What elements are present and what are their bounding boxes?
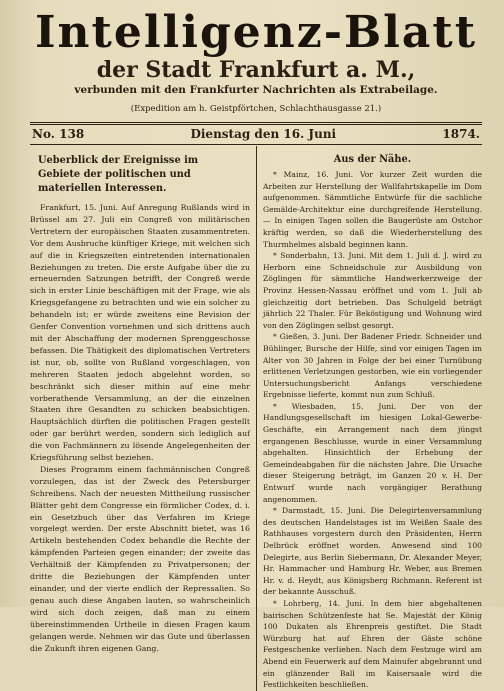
- issue-year: 1874.: [442, 127, 480, 141]
- dateline: [30, 125, 482, 144]
- issue-date: Dienstag den 16. Juni: [190, 127, 337, 141]
- newspaper-title: Intelligenz-Blatt: [34, 7, 478, 58]
- left-column: [30, 146, 256, 691]
- dateline-rule: [30, 144, 482, 145]
- left-paragraph: Frankfurt, 15. Juni. Auf Anregung Rußlands wird in Brüssel am 27. Juli ein Congreß von militärischen Vertretern der europäischen Staaten zusammentreten. Vor dem Ausbruche künftiger Kriege, mit welchen sich auf die in Kriegszeiten eintretenden internationalen Beziehungen zu treten. Die erste Aufgabe über die zu erneuernden Satzungen betrifft, der Congreß werde sich in erster Linie beschäftigen mit der Frage, wie als Kriegsgefangene zu betrachten und wie ein solcher zu behandeln ist; er würde zweitens eine Revision der Genfer Convention vornehmen und sich drittens auch mit der Abschaffung der modernen Sprenggeschosse befassen. Die Thätigkeit des diplomatischen Vertreters ist nur, ob, sollte von Rußland vorgeschlagen, von mehreren Staaten jedoch abgelehnt worden, so beschränkt sich dieser mithin auf eine mehr vorberathende Versammlung, an der die einzelnen Staaten ihre Gesandten zu schicken beabsichtigen. Hauptsächlich dürften die politischen Fragen gestellt oder gar berührt werden, sondern sich lediglich auf die von Fachmännern zu lösende Angelegenheiten der Kriegsführung selbst beziehen.: [30, 203, 250, 463]
- newspaper-subtitle: der Stadt Frankfurt a. M.,: [96, 57, 416, 83]
- right-column: [256, 146, 482, 691]
- newspaper-tagline: verbunden mit den Frankfurter Nachrichten als Extrabeilage.: [74, 84, 438, 96]
- expedition-address: (Expedition am h. Geistpförtchen, Schlachthausgasse 21.): [130, 104, 382, 114]
- right-section-heading: Aus der Nähe.: [333, 154, 412, 165]
- right-paragraph: * Mainz, 16. Juni. Vor kurzer Zeit wurden die Arbeiten zur Herstellung der Wallfahrtskapelle im Dom aufgenommen. Sämmtliche Entwürfe für die sachliche Gemälde-Architektur eine durchgreifende Herstellung. — In einigen Tagen sollen die Baugerüste am Ostchor kräftig werden, so daß die Wiederherstellung des Thurmhelmes alsbald beginnen kann.: [263, 170, 482, 249]
- right-paragraph: * Sonderbahn, 13. Juni. Mit dem 1. Juli d. J. wird zu Herborn eine Schneidschule zur Ausbildung von Zöglingen für sämmtliche Handwerkerzweige der Provinz Hessen-Nassau eröffnet und vom 1. Juli ab gleichzeitig dort betrieben. Das Schulgeld beträgt jährlich 22 Thaler. Für Beköstigung und Wohnung wird von den Zöglingen selbst gesorgt.: [263, 251, 482, 330]
- right-paragraph: * Darmstadt, 15. Juni. Die Delegirtenversammlung des deutschen Handelstages ist im Weißen Saale des Rathhauses vorgestern durch den Präsidenten, Herrn Delbrück eröffnet worden. Anwesend sind 100 Delegirte, aus Berlin Siebermann, Dr. Alexander Meyer, Hr. Hammacher und Hamburg Hr. Weber, aus Bremen Hr. v. d. Heydt, aus Königsberg Richmann. Referent ist der bekannte Ausschuß.: [263, 506, 482, 597]
- issue-number: No. 138: [32, 127, 85, 141]
- article-columns: [30, 146, 482, 691]
- right-paragraph: * Lohrberg, 14. Juni. In dem hier abgehaltenen bairischen Schützenfeste hat Se. Majestät der König 100 Dukaten als Ehrenpreis gestiftet. Die Stadt Würzburg hat auf Ehren der Gäste schöne Festgeschenke verliehen. Nach dem Festzuge wird am Abend ein Feuerwerk auf dem Mainufer abgebrannt und ein glänzender Ball im Kaisersaale wird die Festlichkeiten beschließen.: [263, 598, 482, 690]
- left-headline: Ueberblick der Ereignisse im Gebiete der politischen und materiellen Interessen.: [38, 155, 199, 194]
- right-paragraph: * Gießen, 3. Juni. Der Badener Friedr. Schneider und Bühlinger, Bursche der Hilfe, sind vor einigen Tagen im Alter von 30 Jahren in Folge der bei einer Turnübung erlittenen Verletzungen gestorben, wie ein vorliegender Untersuchungsbericht Anfangs verschiedene Ergebnisse lieferte, kommt nun zum Schluß.: [263, 332, 482, 400]
- masthead: [30, 8, 482, 116]
- right-paragraph: * Wiesbaden, 15. Juni. Der von der Handlungsgesellschaft im hiesigen Lokal-Gewerbe-Geschäfte, ein Arrangement nach dem jüngst ergangenen Beschlusse, wurde in einer Versammlung abgehalten. Hinsichtlich der Erhebung der Gemeindeabgaben für die nächsten Jahre. Die Ursache dieser Steigerung beträgt, im Ganzen 20 v. H. Der Entwurf wurde nach vorgängiger Berathung angenommen.: [263, 401, 482, 504]
- left-paragraph: Dieses Programm einem fachmännischen Congreß vorzulegen, das ist der Zweck des Petersburger Schreibens. Nach der neuesten Mittheilung russischer Blätter geht dem Congresse ein förmlicher Codex, d. i. ein Gesetzbuch über das Verfahren im Kriege vorgelegt werden. Der erste Abschnitt bietet, was 16 Artikeln bestehenden Codex behandle die Rechte der kämpfenden Parteien gegen einander; der zweite das Verhältniß der Kämpfenden zu Privatpersonen; der dritte die Beziehungen der Kämpfenden unter einander, und der vierte endlich der Repressalien. So genau auch diese Angaben lauten, so wahrscheinlich wird sich doch zeigen, daß man zu einem übereinstimmenden Urtheile in diesen Fragen kaum gelangen werde. Nehmen wir das Gute und überlassen die Zukunft ihren eigenen Gang.: [30, 464, 250, 653]
